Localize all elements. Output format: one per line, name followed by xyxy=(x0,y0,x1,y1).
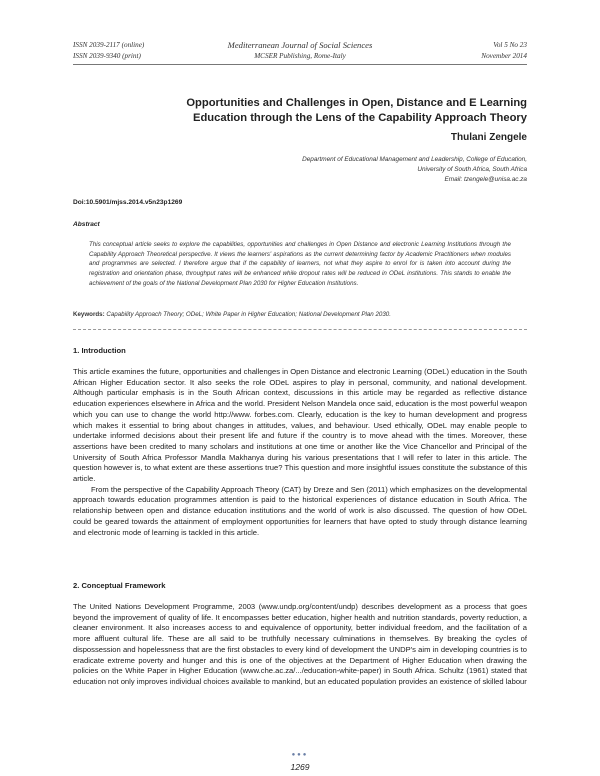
section-1-paragraph-1: This article examines the future, opportunities and challenges in Open Distance and electronic Learning (ODeL) education in the South African Higher Education sector. It also seeks the role ODeL aspires to play in personal, community, and national development. Although particular emphasis is in the South African context, discussions in this article may be regarded as reflective distance education experiences elsewhere in Africa and the world. President Nelson Mandela once said, education is the most powerful weapon which you can use to change the world http://www. forbes.com. Clearly, education is the key to human development and progress which makes it essential to bring about changes in attitudes, values, and behaviour. Used ethically, ODeL may enable people to undertake informed decisions about their present life and future if the country is to move ahead with the times. Moreover, these assertions have been credited to many scholars and institutions at one time or another like the Vice Chancellor and Principal of the University of South Africa Professor Mandla Makhanya during his various presentations that I will refer to later in this article. The question however is, to what extent are these assertions true? This question and more insightful issues constitute the substance of this article. xyxy=(73,367,527,484)
keywords-text: Capability Approach Theory; ODeL; White Paper in Higher Education; National Development Plan 2030. xyxy=(106,311,391,318)
journal-name: Mediterranean Journal of Social Sciences xyxy=(227,40,373,50)
author-affiliation xyxy=(302,155,527,185)
section-2-paragraph-1: The United Nations Development Programme, 2003 (www.undp.org/content/undp) describes development as a process that goes beyond the improvement of quality of life. It encompasses better education, higher health and nutrition standards, poverty reduction, a cleaner environment. It also increases access to and equivalence of opportunity, better individual freedom, and the facilitation of a more affluent cultural life. These are all said to be truthfully necessary culminations in themselves. By breaking the cycles of dispossession and hopelessness that are the first obstacles to every kind of development the UNDP's aim in developing countries is to eradicate extreme poverty and hunger and this is one of the objectives at the Department of Higher Education when drawing the policies on the White Paper in Higher Education (www.che.ac.za/.../education-white-paper) in South Africa. Schultz (1961) stated that education not only improves individual choices available to mankind, but an educated population provides an existence of skilled labour xyxy=(73,602,527,686)
journal-block xyxy=(73,40,527,62)
keywords xyxy=(73,311,527,318)
affiliation-email: Email: tzengele@unisa.ac.za xyxy=(444,176,527,183)
doi: Doi:10.5901/mjss.2014.v5n23p1269 xyxy=(73,199,183,206)
section-1-heading: 1. Introduction xyxy=(73,346,126,355)
title-line-1: Opportunities and Challenges in Open, Distance and E Learning xyxy=(186,97,527,109)
volume: Vol 5 No 23 xyxy=(493,41,527,49)
abstract-divider xyxy=(73,329,527,330)
issn-print: ISSN 2039-9340 (print) xyxy=(73,52,141,60)
article-title xyxy=(73,96,527,126)
section-2-body xyxy=(73,602,527,688)
affiliation-department: Department of Educational Management and Leadership, College of Education, xyxy=(302,156,527,163)
running-header xyxy=(73,40,527,62)
volume-block xyxy=(481,40,527,62)
page-number: 1269 xyxy=(290,762,310,772)
publisher: MCSER Publishing, Rome-Italy xyxy=(254,52,346,60)
title-line-2: Education through the Lens of the Capability Approach Theory xyxy=(193,112,527,124)
section-2-heading: 2. Conceptual Framework xyxy=(73,581,166,590)
issn-online: ISSN 2039-2117 (online) xyxy=(73,41,145,49)
affiliation-university: University of South Africa, South Africa xyxy=(417,166,527,173)
header-divider xyxy=(73,64,527,65)
abstract-heading: Abstract xyxy=(73,221,100,228)
section-1-paragraph-2: From the perspective of the Capability Approach Theory (CAT) by Dreze and Sen (2011) which emphasizes on the developmental approach towards education programmes attention is paid to the historical experiences of distance education in South Africa. The relationship between open and distance education institutions and the world of work is also discussed. The question of how ODeL could be geared towards the attainment of employment opportunities for learners that have opted to study through distance learning and electronic mode of learning is tackled in this article. xyxy=(73,484,527,537)
keywords-label: Keywords: xyxy=(73,311,105,318)
author-name: Thulani Zengele xyxy=(450,132,527,143)
issue-date: November 2014 xyxy=(481,52,527,60)
section-1-body xyxy=(73,367,527,538)
abstract-text: This conceptual article seeks to explore the capabilities, opportunities and challenges in Open Distance and electronic Learning Institutions through the Capability Approach Theoretical perspective. It views the learners' aspirations as the current determining factor by Academic Practitioners when modules and programmes are selected. I therefore argue that if the capability of learners, not what they aspire to enrol for is taken into account during the registration and orientation phase, throughput rates will be enhanced while dropout rates will be reduced in ODeL institutions. This stands to enable the achievement of the goals of the National Development Plan 2030 for Higher Education Institutions. xyxy=(89,241,511,287)
footer-dots: ●●● xyxy=(291,752,309,758)
